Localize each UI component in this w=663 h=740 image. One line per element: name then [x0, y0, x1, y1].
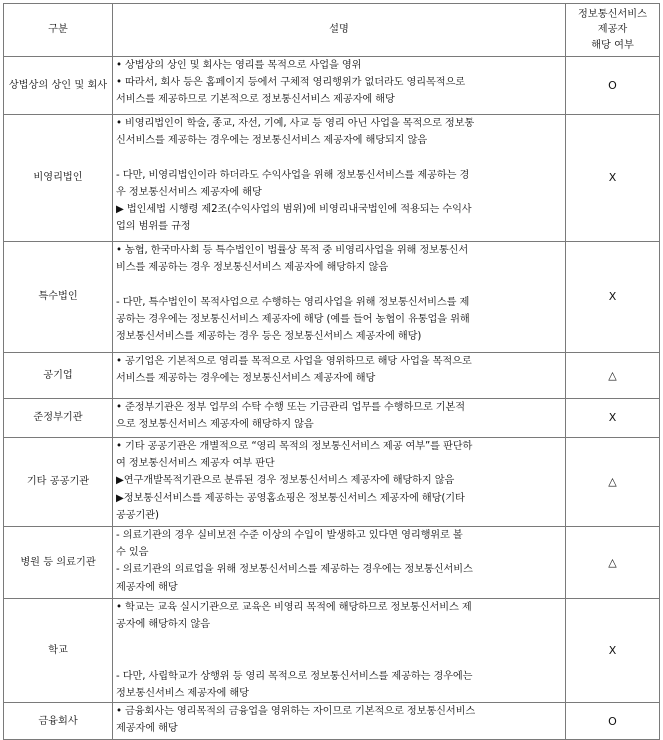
- row-applicability-mark: O: [566, 703, 660, 740]
- table-row: [4, 57, 660, 115]
- description-line: - 의료기관의 경우 실비보전 수준 이상의 수입이 발생하고 있다면 영리행위로 볼: [116, 530, 463, 541]
- table-row: [4, 242, 660, 353]
- header-category: 구분: [4, 4, 113, 57]
- description-line: 서비스를 제공하므로 기본적으로 정보통신서비스 제공자에 해당: [116, 94, 395, 106]
- row-category: 병원 등 의료기관: [4, 527, 113, 599]
- row-applicability-mark: O: [566, 57, 660, 115]
- row-category: 특수법인: [4, 242, 113, 353]
- description-line: 여 정보통신서비스 제공자 여부 판단: [116, 458, 275, 470]
- description-line: [116, 651, 562, 668]
- row-description: [113, 438, 566, 527]
- description-line: • 기타 공공기관은 개별적으로 “영리 목적의 정보통신서비스 제공 여부”를 판단하: [116, 441, 473, 452]
- row-applicability-mark: △: [566, 438, 660, 527]
- table-row: [4, 115, 660, 242]
- row-applicability-mark: X: [566, 599, 660, 703]
- description-line: 공자에 해당하지 않음: [116, 619, 210, 631]
- row-description: [113, 242, 566, 353]
- row-applicability-mark: X: [566, 399, 660, 438]
- row-category: 공기업: [4, 353, 113, 399]
- table-header-row: [4, 4, 660, 57]
- description-line: 업의 범위를 규정: [116, 221, 191, 233]
- description-line: • 비영리법인이 학술, 종교, 자선, 기예, 사교 등 영리 아닌 사업을 목적으로 정보통: [116, 118, 475, 129]
- description-line: • 따라서, 회사 등은 홈페이지 등에서 구체적 영리행위가 없더라도 영리목적으로: [116, 77, 466, 89]
- description-line: 수 있음: [116, 547, 149, 559]
- table-row: [4, 353, 660, 399]
- description-line: 비스를 제공하는 경우 정보통신서비스 제공자에 해당하지 않음: [116, 262, 389, 274]
- description-line: 으로 정보통신서비스 제공자에 해당하지 않음: [116, 419, 314, 431]
- table-row: [4, 703, 660, 740]
- row-category: 준정부기관: [4, 399, 113, 438]
- row-category: 상법상의 상인 및 회사: [4, 57, 113, 115]
- row-description: [113, 353, 566, 399]
- row-description: [113, 599, 566, 703]
- row-category: 비영리법인: [4, 115, 113, 242]
- description-line: - 다만, 비영리법인이라 하더라도 수익사업을 위해 정보통신서비스를 제공하는 경: [116, 169, 470, 181]
- header-applicability: 정보통신서비스 제공자 해당 여부: [566, 4, 660, 57]
- row-description: [113, 527, 566, 599]
- description-line: [116, 149, 562, 166]
- description-line: 공공기관): [116, 509, 159, 521]
- description-line: 서비스를 제공하는 경우에는 정보통신서비스 제공자에 해당: [116, 373, 376, 385]
- table-row: [4, 399, 660, 438]
- description-line: • 농협, 한국마사회 등 특수법인이 법률상 목적 중 비영리사업을 위해 정보통신서: [116, 245, 469, 256]
- description-line: ▶정보통신서비스를 제공하는 공영홈쇼핑은 정보통신서비스 제공자에 해당(기타: [116, 492, 465, 504]
- description-line: [116, 276, 562, 293]
- row-description: [113, 399, 566, 438]
- description-line: • 공기업은 기본적으로 영리를 목적으로 사업을 영위하므로 해당 사업을 목적으로: [116, 356, 472, 367]
- row-applicability-mark: X: [566, 115, 660, 242]
- row-applicability-mark: X: [566, 242, 660, 353]
- row-description: [113, 57, 566, 115]
- row-applicability-mark: △: [566, 353, 660, 399]
- description-line: 제공자에 해당: [116, 581, 178, 593]
- service-provider-table: [3, 3, 660, 740]
- row-category: 기타 공공기관: [4, 438, 113, 527]
- description-line: • 상법상의 상인 및 회사는 영리를 목적으로 사업을 영위: [116, 60, 362, 71]
- description-line: - 의료기관의 의료업을 위해 정보통신서비스를 제공하는 경우에는 정보통신서비스: [116, 564, 473, 576]
- row-description: [113, 115, 566, 242]
- description-line: - 다만, 특수법인이 목적사업으로 수행하는 영리사업을 위해 정보통신서비스를 제: [116, 296, 470, 308]
- row-applicability-mark: △: [566, 527, 660, 599]
- description-line: 정보통신서비스를 제공하는 경우 등은 정보통신서비스 제공자에 해당): [116, 331, 422, 342]
- description-line: 제공자에 해당: [116, 723, 178, 735]
- description-line: 신서비스를 제공하는 경우에는 정보통신서비스 제공자에 해당되지 않음: [116, 135, 428, 147]
- table-row: [4, 527, 660, 599]
- description-line: 정보통신서비스 제공자에 해당: [116, 687, 249, 699]
- row-category: 금융회사: [4, 703, 113, 740]
- description-line: • 준정부기관은 정부 업무의 수탁 수행 또는 기금관리 업무를 수행하므로 기본적: [116, 402, 466, 413]
- row-description: [113, 703, 566, 740]
- description-line: • 금융회사는 영리목적의 금융업을 영위하는 자이므로 기본적으로 정보통신서비스: [116, 706, 476, 718]
- description-line: 우 정보통신서비스 제공자에 해당: [116, 186, 262, 198]
- description-line: 공하는 경우에는 정보통신서비스 제공자에 해당 (예를 들어 농협이 유통업을 위해: [116, 313, 470, 325]
- description-line: ▶연구개발목적기관으로 분류된 경우 정보통신서비스 제공자에 해당하지 않음: [116, 475, 455, 487]
- row-category: 학교: [4, 599, 113, 703]
- description-line: • 학교는 교육 실시기관으로 교육은 비영리 목적에 해당하므로 정보통신서비스 제: [116, 602, 472, 613]
- table-row: [4, 438, 660, 527]
- description-line: [116, 633, 562, 650]
- description-line: ▶ 법인세법 시행령 제2조(수익사업의 범위)에 비영리내국법인에 적용되는 수익사: [116, 204, 472, 215]
- table-row: [4, 599, 660, 703]
- description-line: - 다만, 사립학교가 상행위 등 영리 목적으로 정보통신서비스를 제공하는 경우에는: [116, 670, 473, 682]
- header-description: 설명: [113, 4, 566, 57]
